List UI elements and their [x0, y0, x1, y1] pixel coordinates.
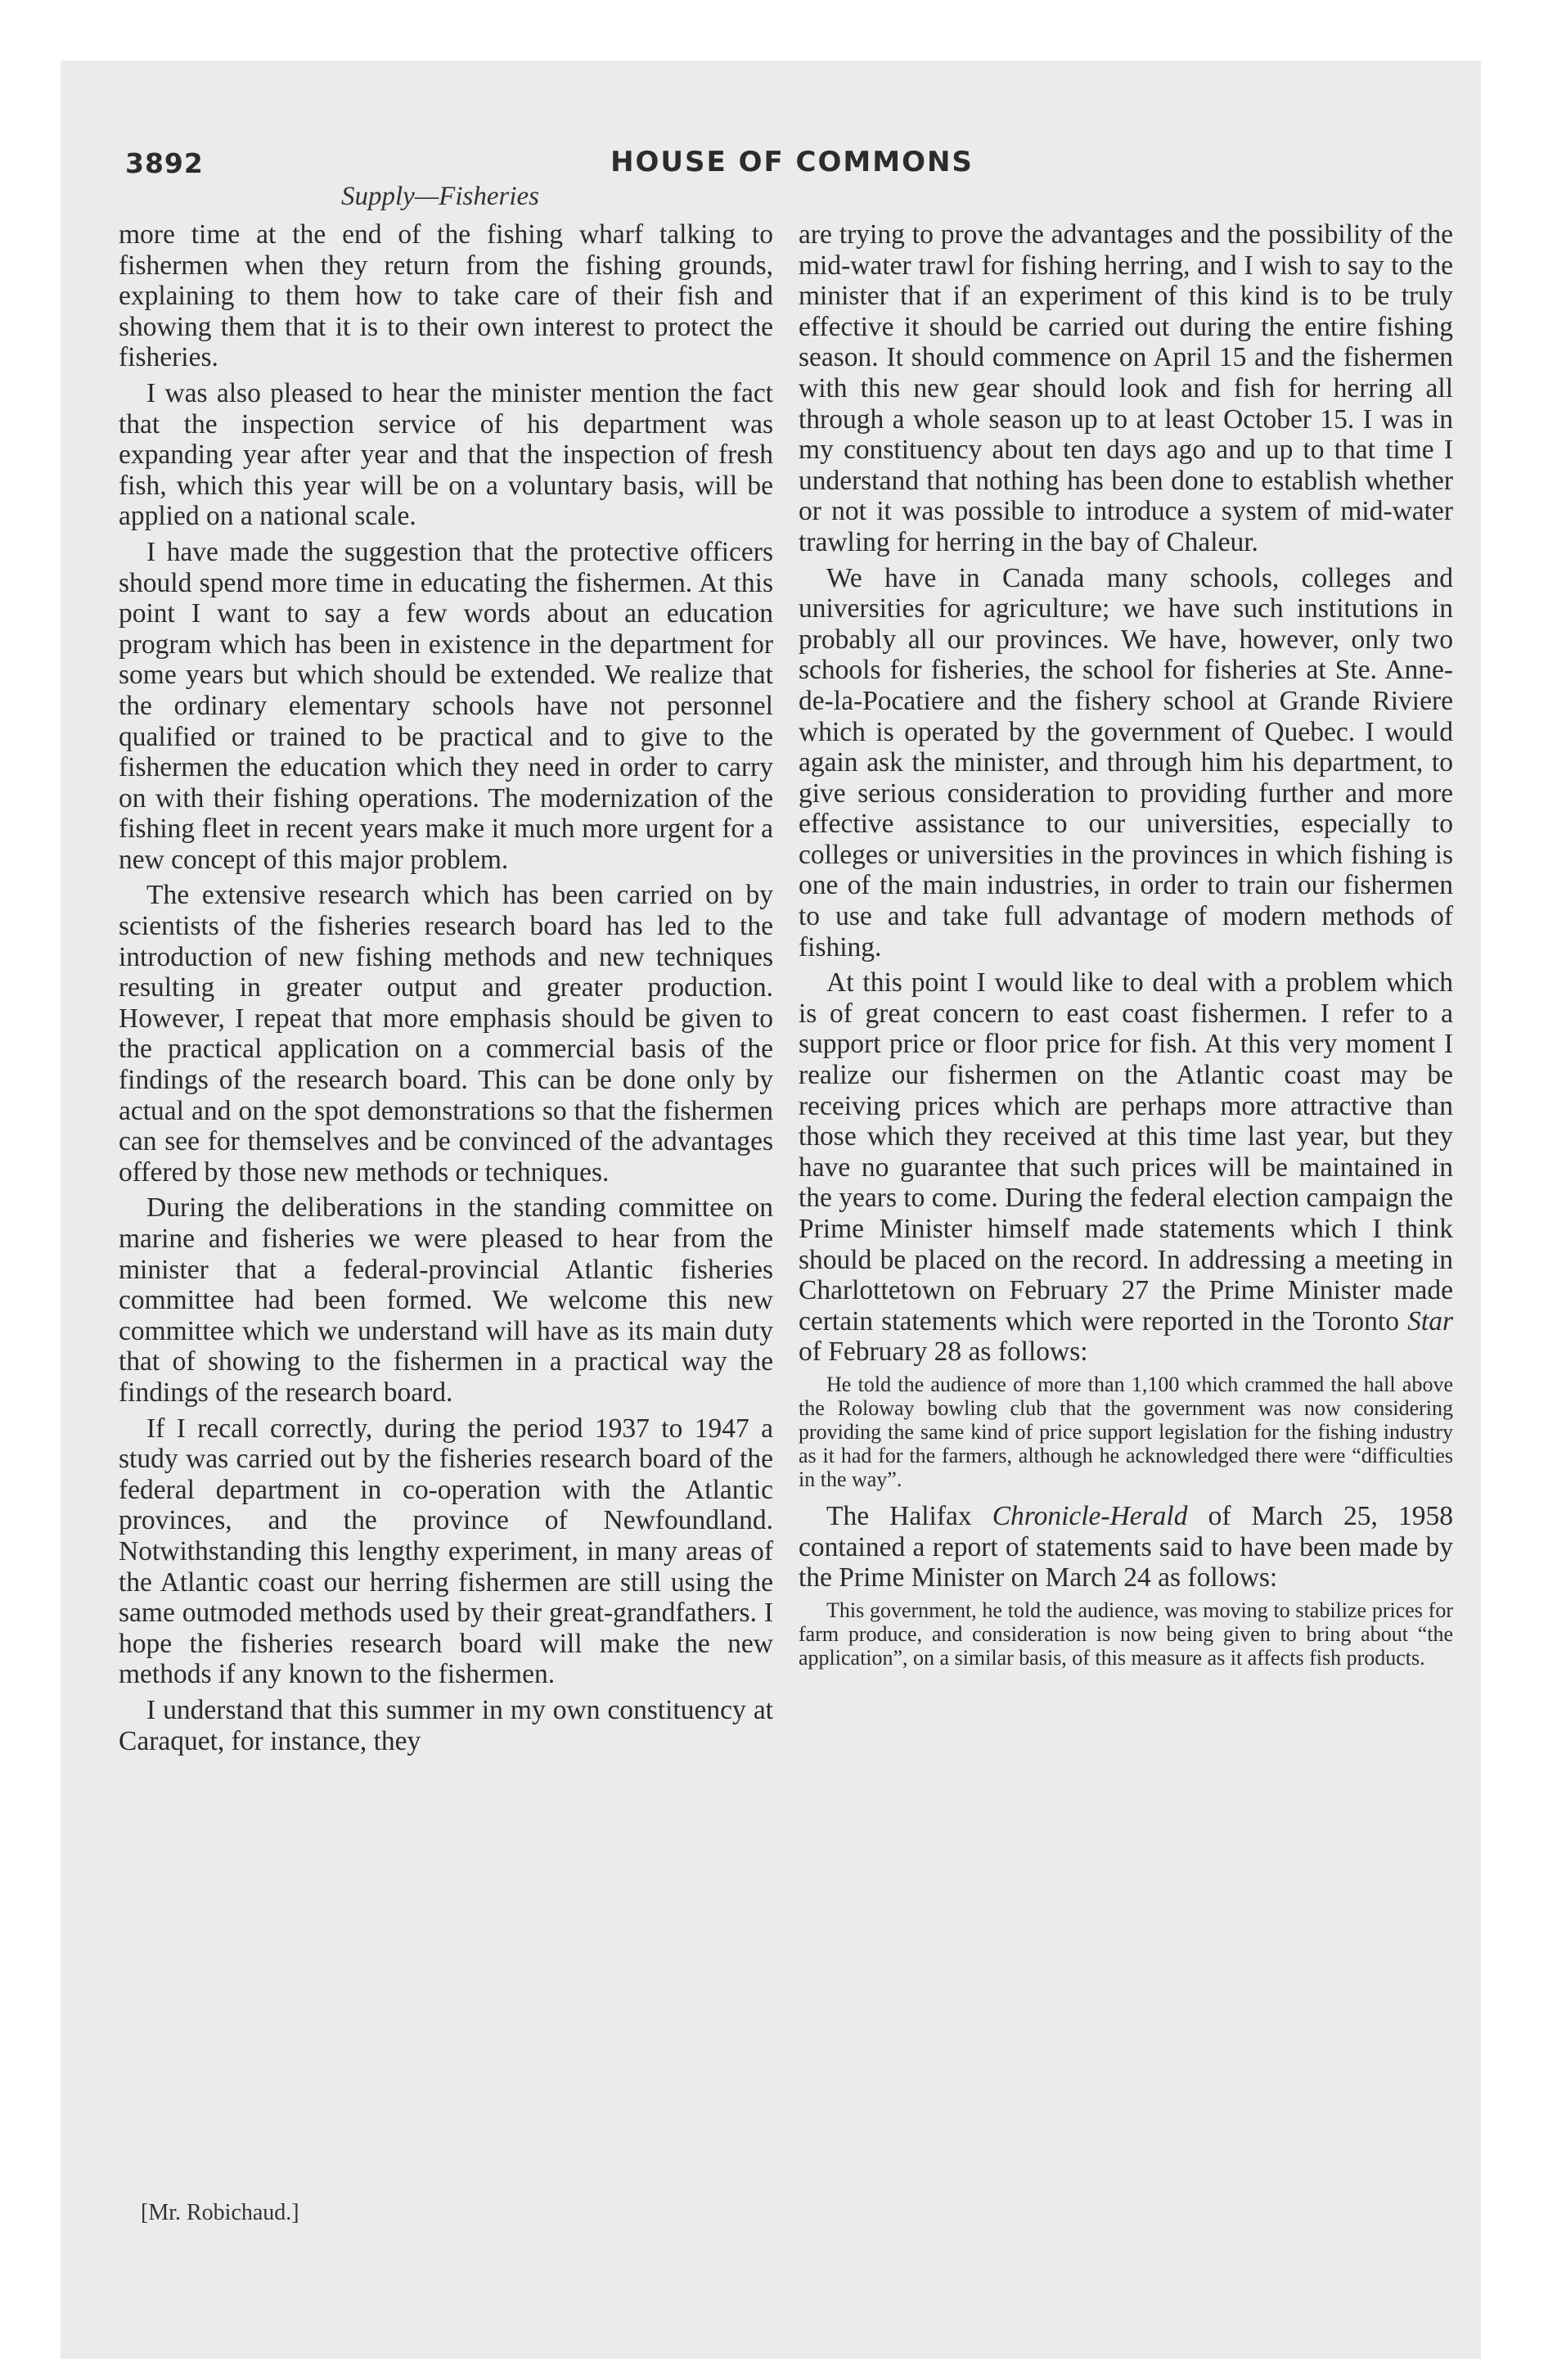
text-run: The Halifax [826, 1500, 992, 1531]
right-column [799, 219, 1453, 1679]
paragraph: are trying to prove the advantages and the possibility of the mid-water trawl for fishing herring, and I wish to say to the minister that if an experiment of this kind is to be truly effective it should be carried out during the entire fishing season. It should commence on April 15 and the fishermen with this new gear should look and fish for herring all through a whole season up to at least October 15. I was in my constituency about ten days ago and up to that time I understand that nothing has been done to establish whether or not it was possible to introduce a system of mid-water trawling for herring in the bay of Chaleur. [799, 219, 1453, 557]
page-title: HOUSE OF COMMONS [610, 146, 974, 178]
paragraph: I understand that this summer in my own constituency at Caraquet, for instance, they [119, 1694, 773, 1756]
left-column [119, 219, 773, 1761]
paragraph [799, 1501, 1453, 1593]
publication-name: Star [1407, 1305, 1453, 1336]
paragraph: During the deliberations in the standing committee on marine and fisheries we were pleased to hear from the minister that a federal-provincial Atlantic fisheries committee had been formed. We welcome this new committee which we understand will have as its main duty that of showing to the fishermen in a practical way the findings of the research board. [119, 1192, 773, 1408]
text-run: of March 25, 1958 contained a report of statements said to have been made by the Prime Minister on March 24 as follows: [799, 1500, 1453, 1593]
paragraph [799, 967, 1453, 1368]
paragraph: I have made the suggestion that the protective officers should spend more time in educating the fishermen. At this point I want to say a few words about an education program which has been in existence in the department for some years but which should be extended. We realize that the ordinary elementary schools have not personnel qualified or trained to be practical and to give to the fishermen the education which they need in order to carry on with their fishing operations. The modernization of the fishing fleet in recent years make it much more urgent for a new concept of this major problem. [119, 536, 773, 875]
page-number: 3892 [125, 147, 204, 179]
text-run: of February 28 as follows: [799, 1336, 1088, 1368]
paragraph: If I recall correctly, during the period 1937 to 1947 a study was carried out by the fisheries research board of the federal department in co-operation with the Atlantic provinces, and the province of Newfoundland. Notwithstanding this lengthy experiment, in many areas of the Atlantic coast our herring fishermen are still using the same outmoded methods used by their great-grandfathers. I hope the fisheries research board will make the new methods if any known to the fishermen. [119, 1413, 773, 1690]
paragraph: I was also pleased to hear the minister mention the fact that the inspection service of his department was expanding year after year and that the inspection of fresh fish, which this year will be on a voluntary basis, will be applied on a national scale. [119, 377, 773, 532]
publication-name: Chronicle-Herald [992, 1500, 1188, 1531]
paragraph: more time at the end of the fishing wharf talking to fishermen when they return from the fishing grounds, explaining to them how to take care of their fish and showing them that it is to their own interest to protect the fisheries. [119, 219, 773, 373]
running-head: Supply—Fisheries [341, 182, 539, 211]
speaker-footer: [Mr. Robichaud.] [141, 2200, 299, 2225]
text-run: At this point I would like to deal with a problem which is of great concern to east coast fishermen. I refer to a support price or floor price for fish. At this very moment I realize our fishermen on the Atlantic coast may be receiving prices which are perhaps more attractive than those which they received at this time last year, but they have no guarantee that such prices will be maintained in the years to come. During the federal election campaign the Prime Minister himself made statements which I think should be placed on the record. In addressing a meeting in Charlottetown on February 27 the Prime Minister made certain statements which were reported in the Toronto [799, 967, 1453, 1336]
quotation: He told the audience of more than 1,100 which crammed the hall above the Roloway bowling club that the government was now considering providing the same kind of price support legislation for the fishing industry as it had for the farmers, although he acknowledged there were “difficulties in the way”. [799, 1372, 1453, 1491]
quotation: This government, he told the audience, was moving to stabilize prices for farm produce, and consideration is now being given to bring about “the application”, on a similar basis, of this measure as it affects fish products. [799, 1598, 1453, 1670]
paragraph: The extensive research which has been carried on by scientists of the fisheries research board has led to the introduction of new fishing methods and new techniques resulting in greater output and greater production. However, I repeat that more emphasis should be given to the practical application on a commercial basis of the findings of the research board. This can be done only by actual and on the spot demonstrations so that the fishermen can see for themselves and be convinced of the advantages offered by those new methods or techniques. [119, 880, 773, 1188]
paragraph: We have in Canada many schools, colleges and universities for agriculture; we have such institutions in probably all our provinces. We have, however, only two schools for fisheries, the school for fisheries at Ste. Anne-de-la-Pocatiere and the fishery school at Grande Riviere which is operated by the government of Quebec. I would again ask the minister, and through him his department, to give serious consideration to providing further and more effective assistance to our universities, especially to colleges or universities in the provinces in which fishing is one of the main industries, in order to train our fishermen to use and take full advantage of modern methods of fishing. [799, 562, 1453, 962]
